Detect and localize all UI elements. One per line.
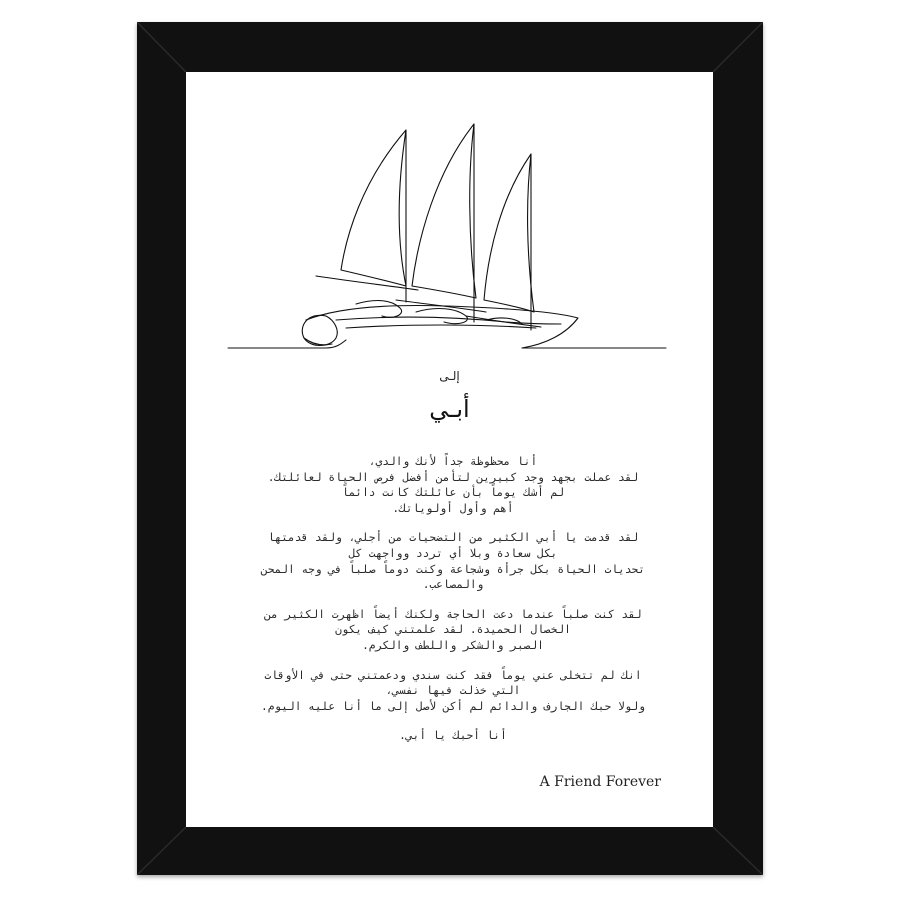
letter-line: بكل سعادة وبلا أي تردد وواجهت كل	[348, 546, 558, 560]
letter-line: الخصال الحميدة. لقد علمتني كيف يكون	[335, 623, 571, 637]
letter-line: انك لم تتخلى عني يوماً فقد كنت سندي ودعمتني حتى في الأوقات	[264, 668, 642, 682]
signature: A Friend Forever	[539, 774, 661, 790]
letter-line: والمصاعب.	[422, 578, 484, 592]
letter-line: لقد عملت بجهد وجد كبيرين لتأمن أفضل فرص الحياة لعائلتك.	[267, 470, 639, 484]
letter-line: لقد كنت صلباً عندما دعت الحاجة ولكنك أيضاً اظهرت الكثير من	[264, 607, 642, 621]
letter-line: ولولا حبك الجارف والدائم لم أكن لأصل إلى ما أنا عليه اليوم.	[261, 699, 645, 713]
recipient-title: أبـي	[429, 395, 470, 423]
sailboat-line-art-icon	[186, 72, 713, 372]
paragraph	[238, 607, 668, 654]
letter-line: أهم وأول أولوياتك.	[392, 501, 514, 515]
letter-line: لم أشك يوماً بأن عائلتك كانت دائماً	[341, 486, 565, 500]
letter-body	[238, 454, 668, 758]
letter-line: أنا أحبك يا أبي.	[399, 729, 507, 743]
paragraph	[238, 668, 668, 715]
to-label: إلـى	[439, 369, 460, 383]
paragraph	[238, 530, 668, 592]
poster-paper	[186, 72, 713, 827]
paragraph	[238, 728, 668, 744]
letter-line: تحديات الحياة بكل جرأة وشجاعة وكنت دوماً صلباً في وجه المحن	[261, 562, 645, 576]
letter-line: التي خذلت فيها نفسي،	[385, 684, 521, 698]
letter-line: أنا محظوظة جداً لأنك والدي،	[368, 455, 538, 468]
letter-line: الصبر والشكر واللطف والكرم.	[362, 638, 544, 652]
letter-line: لقد قدمت يا أبي الكثير من التضحيات من أجلي، ولقد قدمتها	[267, 531, 639, 545]
paragraph	[238, 454, 668, 516]
